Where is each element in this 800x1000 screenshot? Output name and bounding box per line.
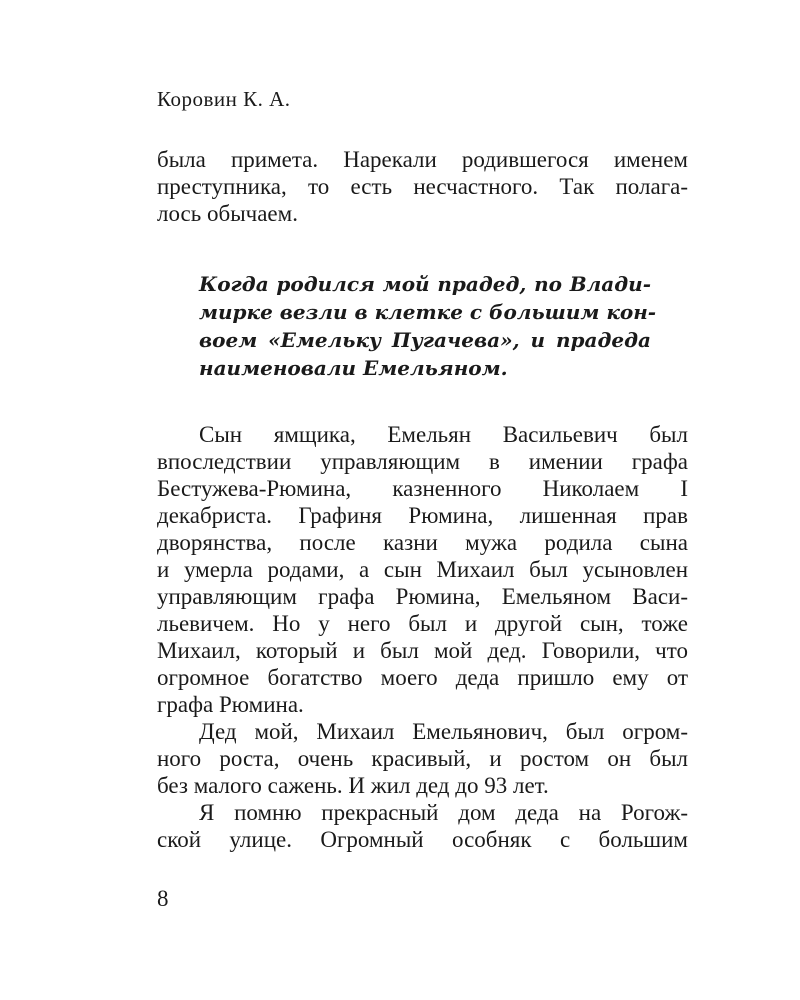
text-line: лось обычаем.	[157, 201, 298, 226]
quote-line: воем «Емельку Пугачева», и прадеда	[199, 328, 651, 352]
text-line: была примета. Нарекали родившегося именем	[157, 147, 688, 172]
running-head: Коровин К. А.	[157, 87, 291, 111]
text-line: огромное богатство моего деда пришло ему от	[157, 665, 688, 690]
text-line: Сын ямщика, Емельян Васильевич был	[199, 422, 688, 447]
text-line: Я помню прекрасный дом деда на Рогож-	[199, 800, 688, 825]
text-line: Дед мой, Михаил Емельянович, был огром-	[199, 719, 688, 744]
text-line: управляющим графа Рюмина, Емельяном Васи-	[157, 584, 688, 609]
text-line: декабриста. Графиня Рюмина, лишенная прав	[157, 503, 688, 528]
text-line: графа Рюмина.	[157, 692, 304, 717]
text-line: впоследствии управляющим в имении графа	[157, 449, 688, 474]
quote-line: мирке везли в клетке с большим кон-	[199, 300, 657, 324]
text-line: и умерла родами, а сын Михаил был усыновлен	[157, 557, 688, 582]
text-line: преступника, то есть несчастного. Так полага-	[157, 174, 688, 199]
quote-line: Когда родился мой прадед, по Влади-	[199, 272, 651, 296]
text-line: льевичем. Но у него был и другой сын, тоже	[157, 611, 688, 636]
text-line: дворянства, после казни мужа родила сына	[157, 530, 688, 555]
text-line: без малого сажень. И жил дед до 93 лет.	[157, 773, 549, 798]
page-number: 8	[157, 886, 169, 911]
text-line: ного роста, очень красивый, и ростом он был	[157, 746, 688, 771]
text-line: ской улице. Огромный особняк с большим	[157, 827, 688, 852]
text-line: Михаил, который и был мой дед. Говорили, что	[157, 638, 688, 663]
quote-line: наименовали Емельяном.	[199, 356, 508, 380]
text-line: Бестужева-Рюмина, казненного Николаем I	[157, 476, 688, 501]
